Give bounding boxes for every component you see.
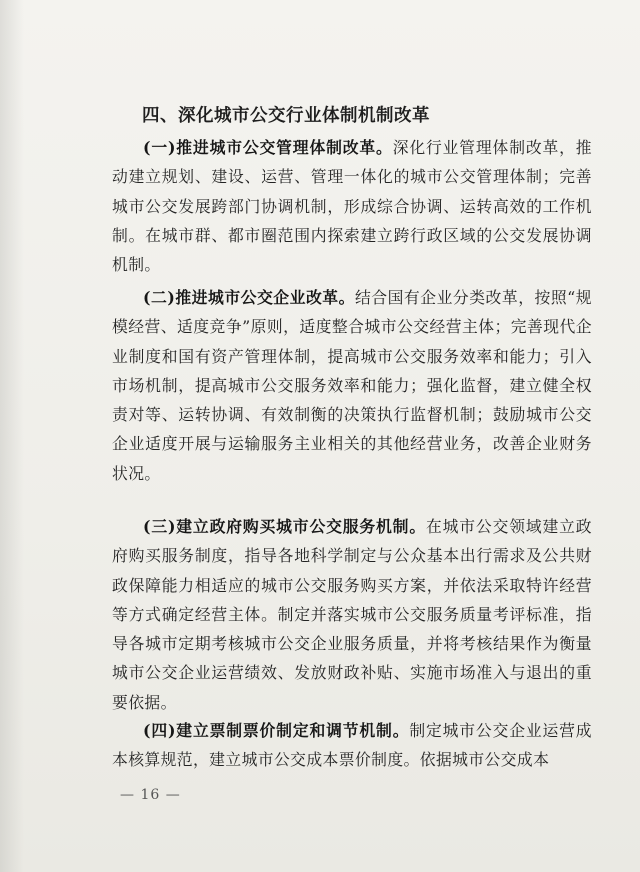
paragraph-3-lead: (三)建立政府购买城市公交服务机制。 (143, 517, 426, 536)
paragraph-2-lead: (二)推进城市公交企业改革。 (143, 288, 355, 307)
paragraph-2 (112, 283, 592, 488)
paragraph-4-lead: (四)建立票制票价制定和调节机制。 (143, 721, 410, 740)
scan-edge-shadow (0, 0, 24, 872)
paragraph-3-body: 在城市公交领域建立政府购买服务制度，指导各地科学制定与公众基本出行需求及公共财政保障能力相适应的城市公交服务购买方案，并依法采取特许经营等方式确定经营主体。制定并落实城市公交服务质量考评标准，指导各城市定期考核城市公交企业服务质量，并将考核结果作为衡量城市公交企业运营绩效、发放财政补贴、实施市场准入与退出的重要依据。 (112, 517, 592, 712)
paragraph-3 (112, 512, 592, 717)
paragraph-1-lead: (一)推进城市公交管理体制改革。 (143, 138, 393, 157)
paragraph-1 (112, 133, 592, 279)
paragraph-2-body: 结合国有企业分类改革，按照“规模经营、适度竞争”原则，适度整合城市公交经营主体；完善现代企业制度和国有资产管理体制，提高城市公交服务效率和能力；引入市场机制，提高城市公交服务效率和能力；强化监督，建立健全权责对等、运转协调、有效制衡的决策执行监督机制；鼓励城市公交企业适度开展与运输服务主业相关的其他经营业务，改善企业财务状况。 (112, 288, 592, 483)
page-number: — 16 — (120, 787, 181, 803)
paragraph-4 (112, 716, 592, 775)
section-heading: 四、深化城市公交行业体制机制改革 (142, 106, 430, 126)
paragraph-1-body: 深化行业管理体制改革，推动建立规划、建设、运营、管理一体化的城市公交管理体制；完善城市公交发展跨部门协调机制，形成综合协调、运转高效的工作机制。在城市群、都市圈范围内探索建立跨行政区域的公交发展协调机制。 (112, 138, 592, 275)
paragraph-4-body: 制定城市公交企业运营成本核算规范，建立城市公交成本票价制度。依据城市公交成本 (112, 721, 593, 770)
